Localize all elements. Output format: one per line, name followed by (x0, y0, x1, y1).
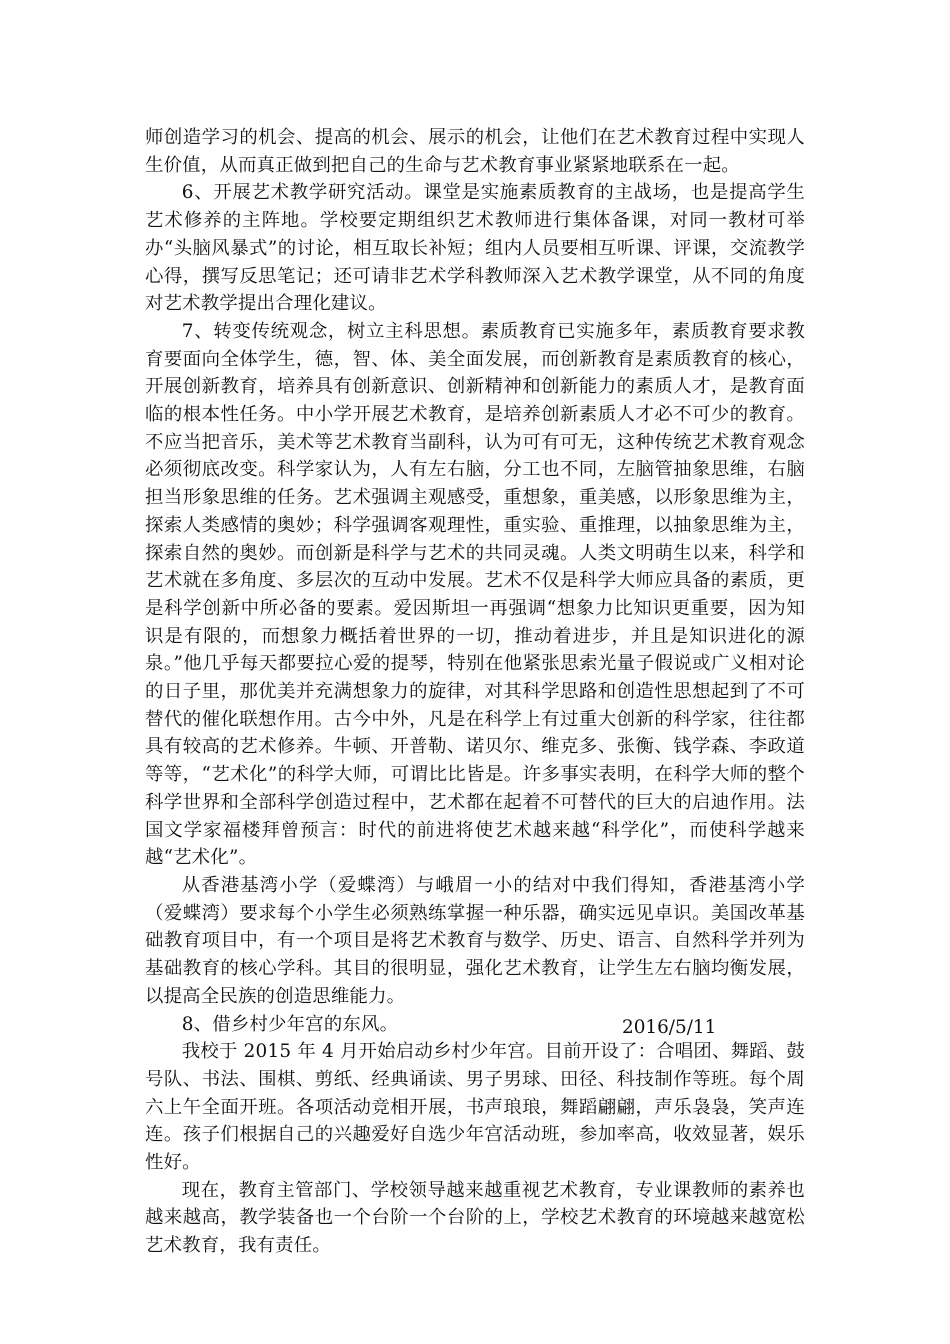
paragraph-item-6: 6、开展艺术教学研究活动。课堂是实施素质教育的主战场，也是提高学生艺术修养的主阵地。学校要定期组织艺术教师进行集体备课，对同一教材可举办“头脑风暴式”的讨论，相互取长补短；组内人员要相互听课、评课，交流教学心得，撰写反思笔记；还可请非艺术学科教师深入艺术教学课堂，从不同的角度对艺术教学提出合理化建议。 (145, 182, 805, 315)
paragraph-conclusion: 现在，教育主管部门、学校领导越来越重视艺术教育，专业课教师的素养也越来越高，教学装备也一个台阶一个台阶的上，学校艺术教育的环境越来越宽松艺术教育，我有责任。 (145, 1179, 805, 1257)
document-date: 2016/5/11 (622, 1017, 717, 1038)
paragraph-youth-palace: 我校于 2015 年 4 月开始启动乡村少年宫。目前开设了：合唱团、舞蹈、鼓号队、书法、围棋、剪纸、经典诵读、男子男球、田径、科技制作等班。每个周六上午全面开班。各项活动竞相开展，书声琅琅，舞蹈翩翩，声乐袅袅，笑声连连。孩子们根据自己的兴趣爱好自选少年宫活动班，参加率高，收效显著，娱乐性好。 (145, 1041, 805, 1174)
paragraph-hongkong: 从香港基湾小学（爱蝶湾）与峨眉一小的结对中我们得知，香港基湾小学（爱蝶湾）要求每个小学生必须熟练掌握一种乐器，确实远见卓识。美国改革基础教育项目中，有一个项目是将艺术教育与数学、历史、语言、自然科学并列为基础教育的核心学科。其目的很明显，强化艺术教育，让学生左右脑均衡发展，以提高全民族的创造思维能力。 (145, 874, 805, 1007)
document-body (145, 124, 805, 1260)
paragraph-item-8-heading: 8、借乡村少年宫的东风。 (181, 1013, 399, 1035)
paragraph-continuation: 师创造学习的机会、提高的机会、展示的机会，让他们在艺术教育过程中实现人生价值，从而真正做到把自己的生命与艺术教育事业紧紧地联系在一起。 (145, 127, 805, 176)
paragraph-item-7: 7、转变传统观念，树立主科思想。素质教育已实施多年，素质教育要求教育要面向全体学生，德，智、体、美全面发展，而创新教育是素质教育的核心，开展创新教育，培养具有创新意识、创新精神和创新能力的素质人才，是教育面临的根本性任务。中小学开展艺术教育，是培养创新素质人才必不可少的教育。不应当把音乐，美术等艺术教育当副科，认为可有可无，这种传统艺术教育观念必须彻底改变。科学家认为，人有左右脑，分工也不同，左脑管抽象思维，右脑担当形象思维的任务。艺术强调主观感受，重想象，重美感，以形象思维为主，探索人类感情的奥妙；科学强调客观理性，重实验、重推理，以抽象思维为主，探索自然的奥妙。而创新是科学与艺术的共同灵魂。人类文明萌生以来，科学和艺术就在多角度、多层次的互动中发展。艺术不仅是科学大师应具备的素质，更是科学创新中所必备的要素。爱因斯坦一再强调“想象力比知识更重要，因为知识是有限的，而想象力概括着世界的一切，推动着进步，并且是知识进化的源泉。”他几乎每天都要拉心爱的提琴，特别在他紧张思索光量子假说或广义相对论的日子里，那优美并充满想象力的旋律，对其科学思路和创造性思想起到了不可替代的催化联想作用。古今中外，凡是在科学上有过重大创新的科学家，往往都具有较高的艺术修养。牛顿、开普勒、诺贝尔、维克多、张衡、钱学森、李政道等等，“艺术化”的科学大师，可谓比比皆是。许多事实表明，在科学大师的整个科学世界和全部科学创造过程中，艺术都在起着不可替代的巨大的启迪作用。法国文学家福楼拜曾预言：时代的前进将使艺术越来越“科学化”，而使科学越来越“艺术化”。 (145, 320, 805, 869)
